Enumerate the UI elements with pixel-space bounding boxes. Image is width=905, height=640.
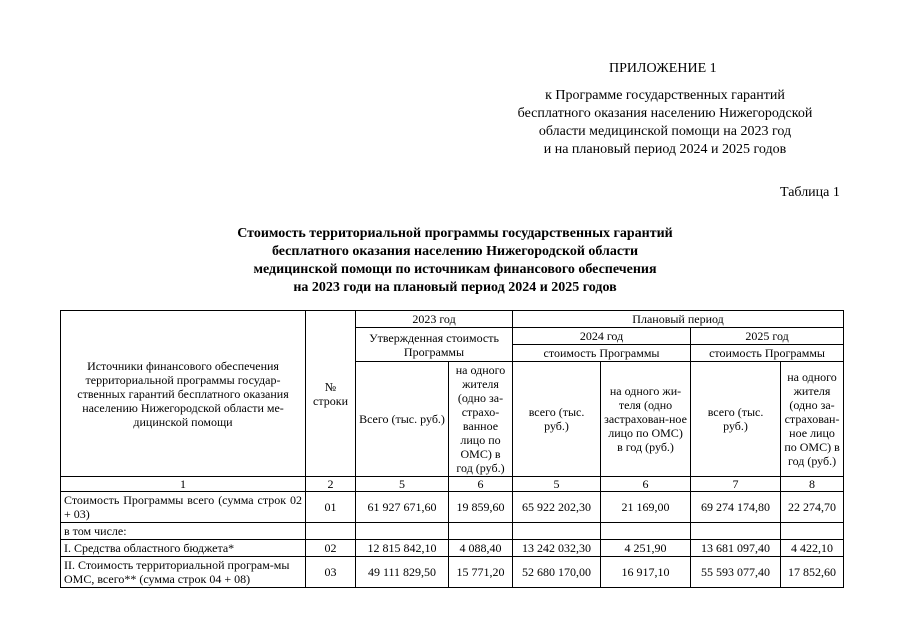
column-number: 5 <box>356 477 449 492</box>
title-line: на 2023 годи на плановый период 2024 и 2025 годов <box>293 280 617 295</box>
header-total-2025: всего (тыс. руб.) <box>691 362 781 477</box>
empty-cell <box>356 523 449 540</box>
row-label-including: в том числе: <box>61 523 306 540</box>
value-2025-total: 69 274 174,80 <box>691 492 781 523</box>
value-2025-total: 13 681 097,40 <box>691 540 781 557</box>
header-sources: Источники финансового обеспечения территориальной программы государ-ственных гарантий бесплатного оказания населению Нижегородской области ме-дицинской помощи <box>61 311 306 477</box>
empty-cell <box>601 523 691 540</box>
value-2023-total: 12 815 842,10 <box>356 540 449 557</box>
title-line: медицинской помощи по источникам финансового обеспечения <box>253 262 657 277</box>
row-number: 02 <box>306 540 356 557</box>
header-year-2023: 2023 год <box>356 311 513 328</box>
value-2025-total: 55 593 077,40 <box>691 557 781 588</box>
value-2025-per-capita: 17 852,60 <box>781 557 844 588</box>
empty-cell <box>513 523 601 540</box>
table-row <box>61 492 844 523</box>
appendix-subtitle-line: и на плановый период 2024 и 2025 годов <box>543 142 787 157</box>
empty-cell <box>781 523 844 540</box>
column-number-row <box>61 477 844 492</box>
value-2023-total: 61 927 671,60 <box>356 492 449 523</box>
value-2025-per-capita: 22 274,70 <box>781 492 844 523</box>
header-total-2023: Всего (тыс. руб.) <box>356 362 449 477</box>
header-per-capita-2023: на одного жителя (одно за-страхо-ванное лицо по ОМС) в год (руб.) <box>449 362 513 477</box>
value-2024-per-capita: 4 251,90 <box>601 540 691 557</box>
header-approved-cost: Утвержденная стоимость Программы <box>356 328 513 362</box>
header-per-capita-2025: на одного жителя (одно за-страхован-ное лицо по ОМС) в год (руб.) <box>781 362 844 477</box>
header-program-cost-2025: стоимость Программы <box>691 345 844 362</box>
column-number: 5 <box>513 477 601 492</box>
value-2025-per-capita: 4 422,10 <box>781 540 844 557</box>
cost-table <box>60 310 844 588</box>
row-label: I. Средства областного бюджета* <box>61 540 306 557</box>
value-2023-per-capita: 4 088,40 <box>449 540 513 557</box>
header-row <box>61 311 844 328</box>
column-number: 7 <box>691 477 781 492</box>
column-number: 1 <box>61 477 306 492</box>
appendix-title: ПРИЛОЖЕНИЕ 1 <box>609 61 717 76</box>
appendix-subtitle-line: к Программе государственных гарантий <box>545 88 785 103</box>
row-number: 01 <box>306 492 356 523</box>
row-label: Стоимость Программы всего (сумма строк 02 + 03) <box>61 492 306 523</box>
value-2023-total: 49 111 829,50 <box>356 557 449 588</box>
empty-cell <box>449 523 513 540</box>
value-2024-per-capita: 21 169,00 <box>601 492 691 523</box>
empty-cell <box>691 523 781 540</box>
row-number: 03 <box>306 557 356 588</box>
header-planned-period: Плановый период <box>513 311 844 328</box>
value-2024-total: 52 680 170,00 <box>513 557 601 588</box>
title-line: Стоимость территориальной программы государственных гарантий <box>237 226 673 241</box>
value-2024-per-capita: 16 917,10 <box>601 557 691 588</box>
table-row <box>61 540 844 557</box>
appendix-subtitle-line: бесплатного оказания населению Нижегородской <box>517 106 813 121</box>
table-row <box>61 557 844 588</box>
header-year-2025: 2025 год <box>691 328 844 345</box>
header-per-capita-2024: на одного жи-теля (одно застрахован-ное лицо по ОМС) в год (руб.) <box>601 362 691 477</box>
appendix-subtitle-line: области медицинской помощи на 2023 год <box>538 124 792 139</box>
header-year-2024: 2024 год <box>513 328 691 345</box>
header-total-2024: всего (тыс. руб.) <box>513 362 601 477</box>
header-row-number: № строки <box>306 311 356 477</box>
column-number: 2 <box>306 477 356 492</box>
column-number: 8 <box>781 477 844 492</box>
column-number: 6 <box>449 477 513 492</box>
column-number: 6 <box>601 477 691 492</box>
header-program-cost-2024: стоимость Программы <box>513 345 691 362</box>
empty-cell <box>306 523 356 540</box>
table-label: Таблица 1 <box>780 185 840 200</box>
appendix-subtitle <box>480 87 850 159</box>
table-row <box>61 523 844 540</box>
value-2024-total: 13 242 032,30 <box>513 540 601 557</box>
value-2024-total: 65 922 202,30 <box>513 492 601 523</box>
document-title <box>160 225 750 297</box>
value-2023-per-capita: 15 771,20 <box>449 557 513 588</box>
title-line: бесплатного оказания населению Нижегородской области <box>271 244 639 259</box>
row-label: II. Стоимость территориальной програм-мы ОМС, всего** (сумма строк 04 + 08) <box>61 557 306 588</box>
value-2023-per-capita: 19 859,60 <box>449 492 513 523</box>
